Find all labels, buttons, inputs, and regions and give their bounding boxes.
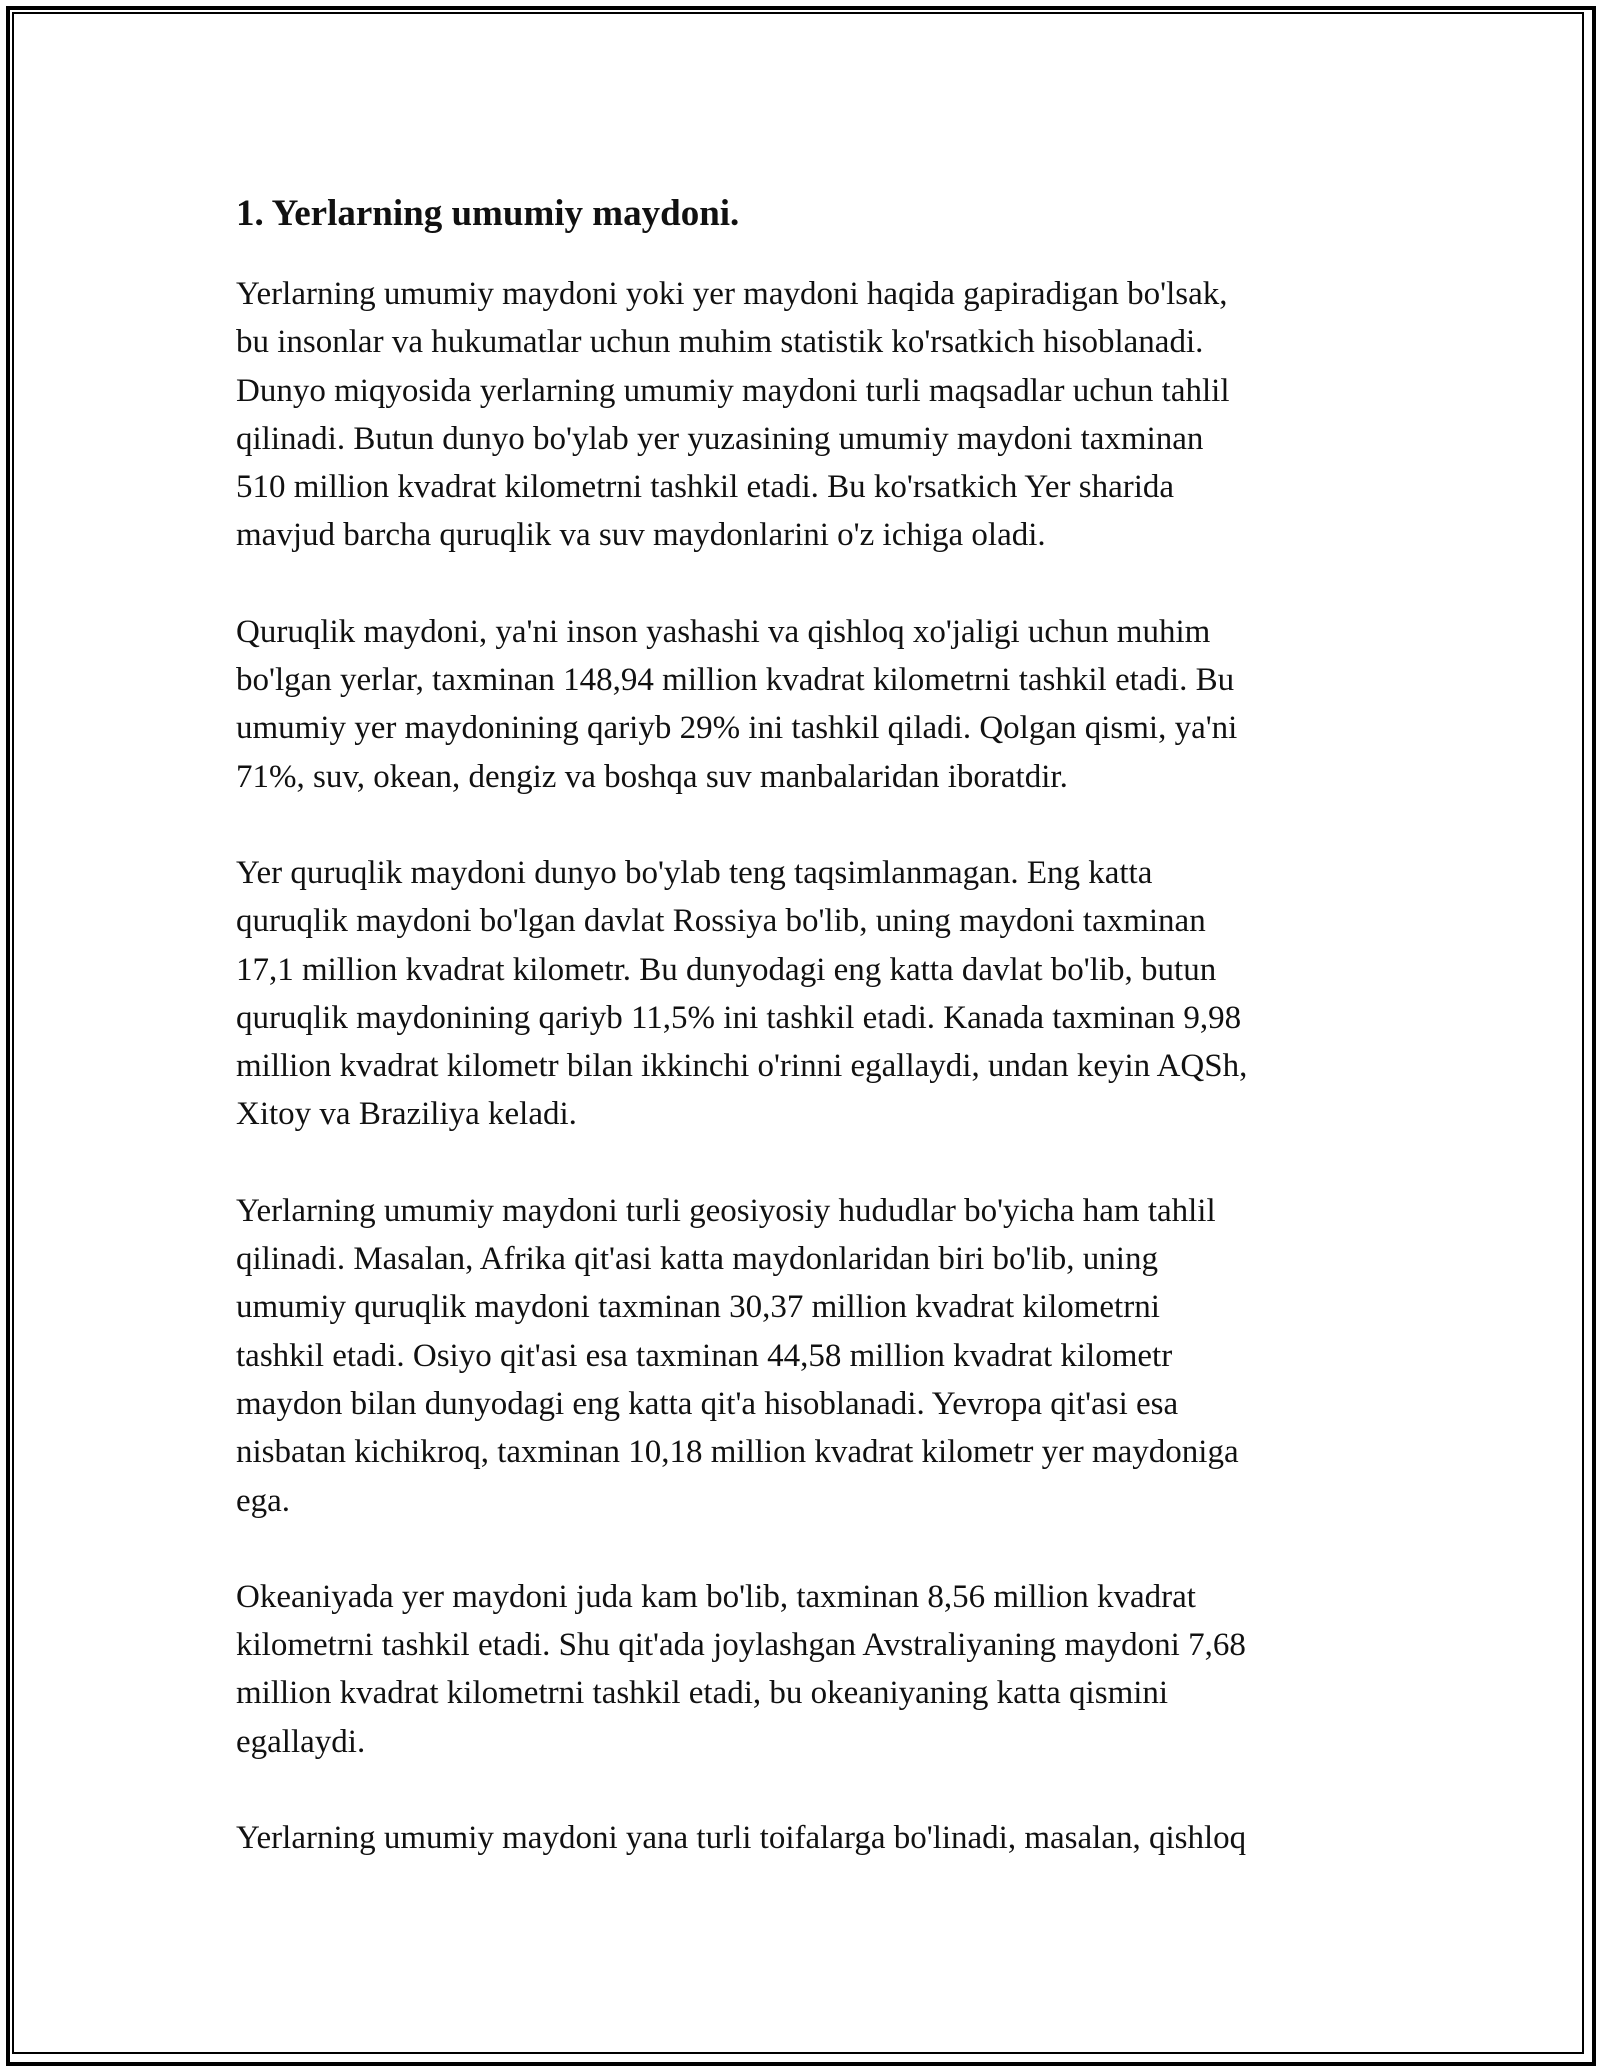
section-heading: 1. Yerlarning umumiy maydoni.	[236, 193, 740, 234]
document-body	[236, 190, 1366, 1910]
paragraph-oceania: Okeaniyada yer maydoni juda kam bo'lib, taxminan 8,56 million kvadrat kilometrni tashkil etadi. Shu qit'ada joylashgan Avstraliyaning maydoni 7,68 million kvadrat kilometrni tashkil etadi, bu okeaniyaning katta qismini egallaydi.	[236, 1578, 1246, 1760]
paragraph-land-area: Quruqlik maydoni, ya'ni inson yashashi va qishloq xo'jaligi uchun muhim bo'lgan yerlar, taxminan 148,94 million kvadrat kilometrni tashkil etadi. Bu umumiy yer maydonining qariyb 29% ini tashkil qiladi. Qolgan qismi, ya'ni 71%, suv, okean, dengiz va boshqa suv manbalaridan iboratdir.	[236, 613, 1238, 795]
paragraph-continents: Yerlarning umumiy maydoni turli geosiyosiy hududlar bo'yicha ham tahlil qilinadi. Masalan, Afrika qit'asi katta maydonlaridan biri bo'lib, uning umumiy quruqlik maydoni taxminan 30,37 million kvadrat kilometrni tashkil etadi. Osiyo qit'asi esa taxminan 44,58 million kvadrat kilometr maydon bilan dunyodagi eng katta qit'a hisoblanadi. Yevropa qit'asi esa nisbatan kichikroq, taxminan 10,18 million kvadrat kilometr yer maydoniga ega.	[236, 1192, 1239, 1519]
paragraph-categories: Yerlarning umumiy maydoni yana turli toifalarga bo'linadi, masalan, qishloq	[236, 1820, 1247, 1857]
paragraph-total-area: Yerlarning umumiy maydoni yoki yer maydoni haqida gapiradigan bo'lsak, bu insonlar va hukumatlar uchun muhim statistik ko'rsatkich hisoblanadi. Dunyo miqyosida yerlarning umumiy maydoni turli maqsadlar uchun tahlil qilinadi. Butun dunyo bo'ylab yer yuzasining umumiy maydoni taxminan 510 million kvadrat kilometrni tashkil etadi. Bu ko'rsatkich Yer sharida mavjud barcha quruqlik va suv maydonlarini o'z ichiga oladi.	[236, 276, 1230, 554]
paragraph-countries: Yer quruqlik maydoni dunyo bo'ylab teng taqsimlanmagan. Eng katta quruqlik maydoni bo'lgan davlat Rossiya bo'lib, uning maydoni taxminan 17,1 million kvadrat kilometr. Bu dunyodagi eng katta davlat bo'lib, butun quruqlik maydonining qariyb 11,5% ini tashkil etadi. Kanada taxminan 9,98 million kvadrat kilometr bilan ikkinchi o'rinni egallaydi, undan keyin AQSh, Xitoy va Braziliya keladi.	[236, 854, 1248, 1133]
